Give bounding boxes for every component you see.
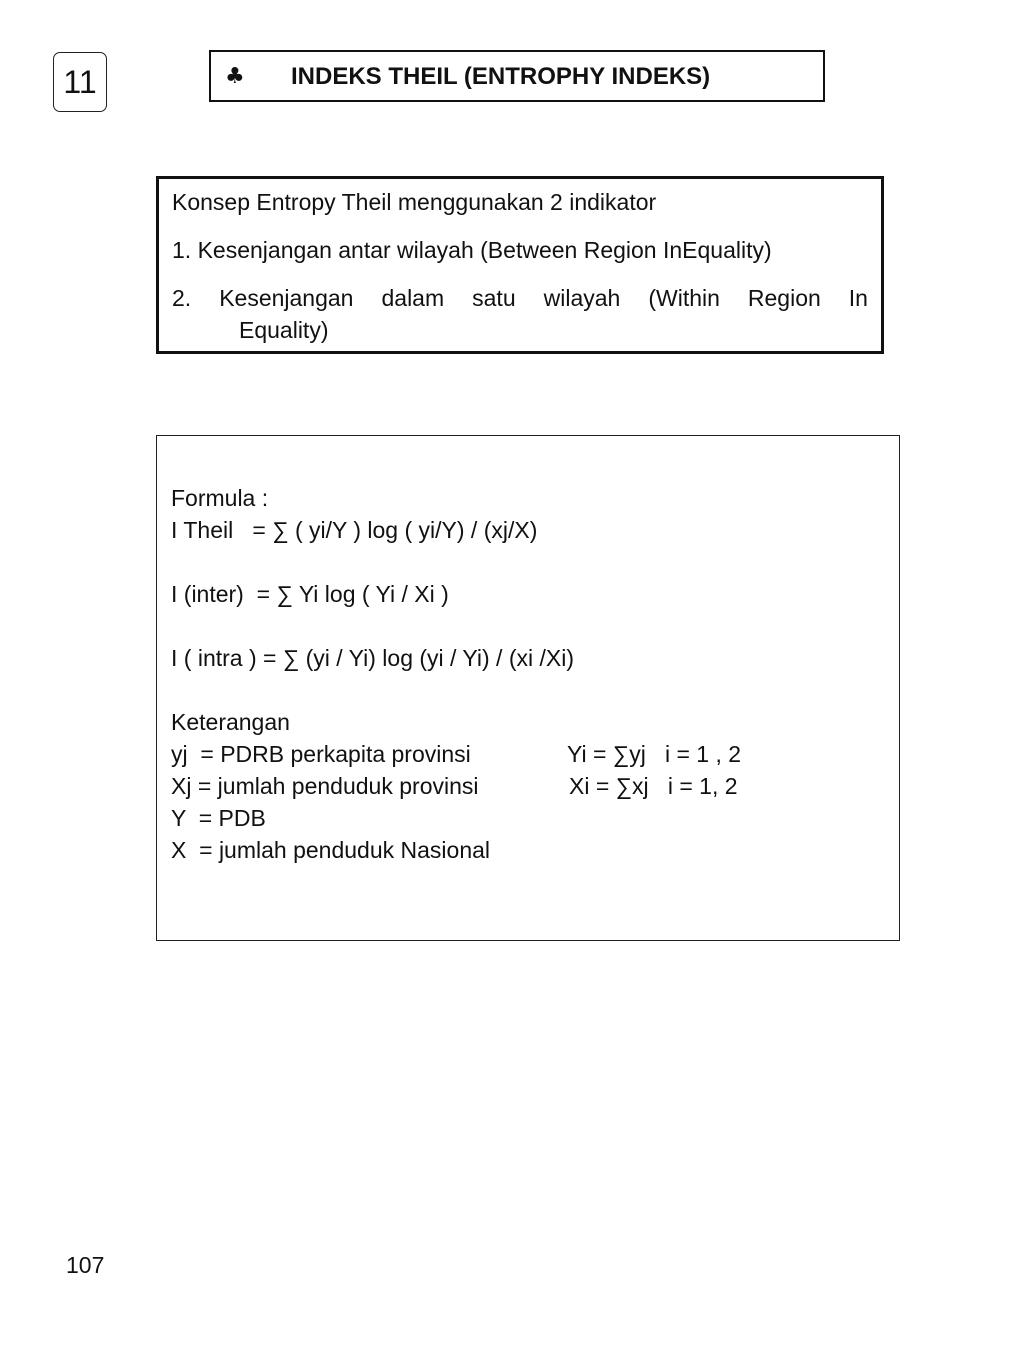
- slide-number: 11: [63, 63, 97, 100]
- concept-item-2: [172, 282, 868, 314]
- concept-item-2-word: wilayah: [543, 285, 621, 311]
- definition-yi-sum: Yi = ∑yj i = 1 , 2: [567, 741, 742, 767]
- concept-item-2-word: 2.: [172, 285, 192, 311]
- concept-item-2-word: satu: [472, 285, 516, 311]
- formula-inter: I (inter) = ∑ Yi log ( Yi / Xi ): [171, 581, 449, 607]
- definition-yj: yj = PDRB perkapita provinsi: [171, 741, 471, 767]
- definition-xj: Xj = jumlah penduduk provinsi: [171, 773, 479, 799]
- concept-item-2-word: Region: [747, 285, 821, 311]
- concept-item-2-word: Kesenjangan: [219, 285, 354, 311]
- formula-intra: I ( intra ) = ∑ (yi / Yi) log (yi / Yi) / (xi /Xi): [171, 645, 574, 671]
- title-box: [209, 50, 825, 102]
- formula-heading: Formula :: [171, 485, 269, 511]
- definition-xi-sum: Xi = ∑xj i = 1, 2: [569, 773, 738, 799]
- club-bullet-icon: ♣: [225, 64, 245, 89]
- concept-intro: Konsep Entropy Theil menggunakan 2 indikator: [172, 189, 657, 215]
- concept-box: [156, 176, 884, 354]
- formula-box: [156, 435, 900, 941]
- concept-item-2-word: In: [848, 285, 868, 311]
- concept-item-2-word: (Within: [648, 285, 720, 311]
- concept-item-2-word: dalam: [381, 285, 445, 311]
- formula-theil: I Theil = ∑ ( yi/Y ) log ( yi/Y) / (xj/X): [171, 517, 538, 543]
- concept-item-2-continuation: Equality): [239, 317, 329, 343]
- page-number: 107: [66, 1252, 105, 1278]
- page-title: INDEKS THEIL (ENTROPHY INDEKS): [291, 63, 711, 90]
- definition-y: Y = PDB: [171, 805, 266, 831]
- concept-item-1: 1. Kesenjangan antar wilayah (Between Region InEquality): [172, 237, 772, 263]
- keterangan-heading: Keterangan: [171, 709, 290, 735]
- definition-x: X = jumlah penduduk Nasional: [171, 837, 491, 863]
- slide-number-badge: [53, 52, 107, 112]
